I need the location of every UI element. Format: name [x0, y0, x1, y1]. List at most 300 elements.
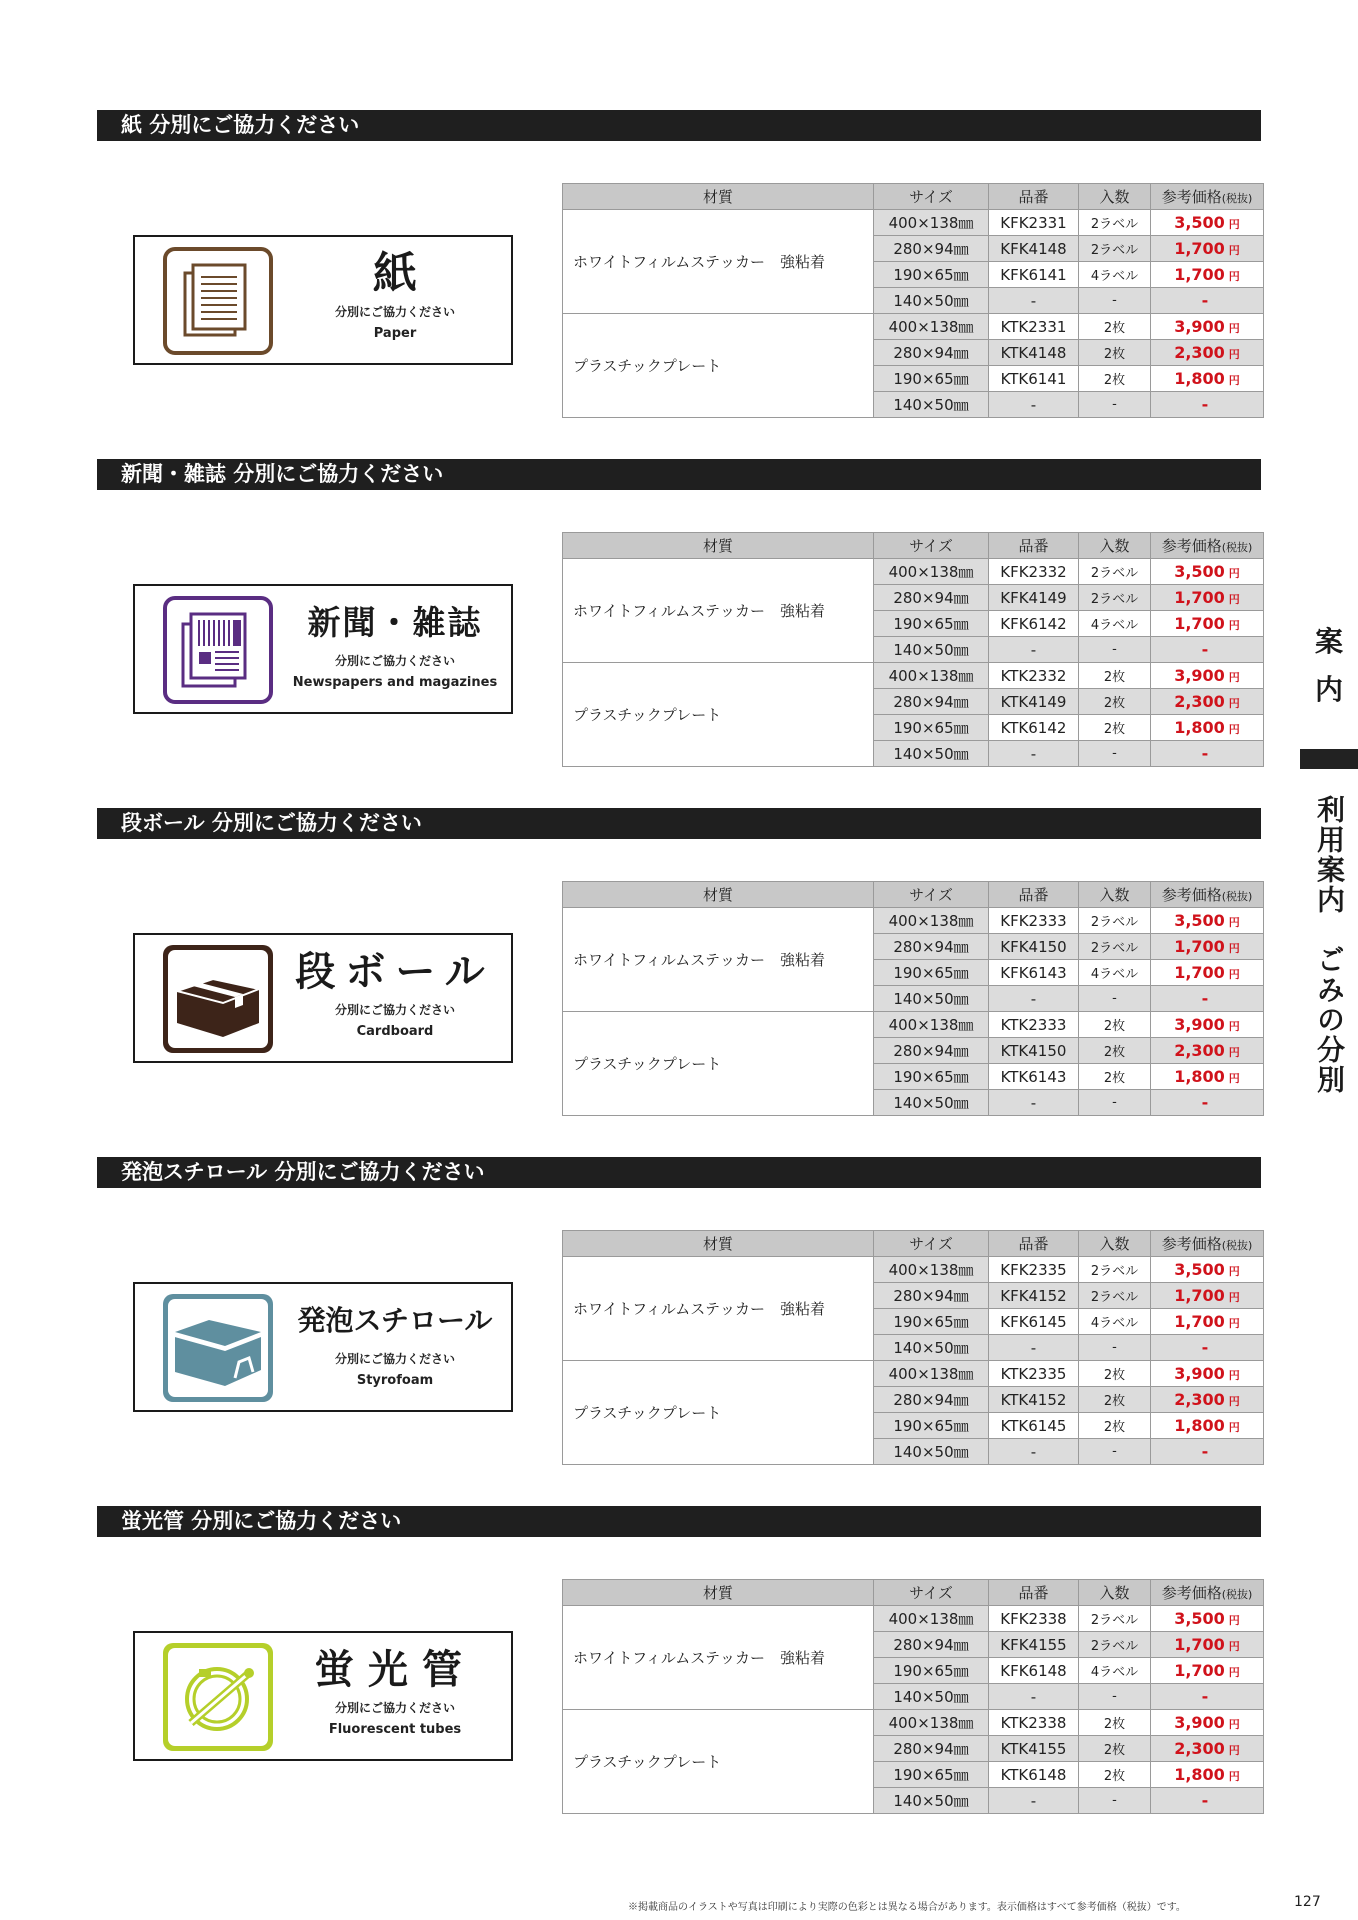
qty-cell: 2ラベル [1079, 1257, 1151, 1283]
size-cell: 400×138㎜ [874, 1361, 989, 1387]
sign-text [285, 596, 505, 692]
price-value: 3,900 [1174, 1713, 1225, 1732]
header-size: サイズ [874, 1231, 989, 1257]
size-cell: 190×65㎜ [874, 1413, 989, 1439]
sign-preview [133, 1631, 513, 1761]
code-cell: KFK6141 [989, 262, 1079, 288]
size-cell: 140×50㎜ [874, 392, 989, 418]
code-cell: - [989, 1788, 1079, 1814]
yen-unit: 円 [1228, 968, 1240, 981]
size-cell: 140×50㎜ [874, 1335, 989, 1361]
code-cell: KFK4148 [989, 236, 1079, 262]
code-cell: KFK4155 [989, 1632, 1079, 1658]
qty-cell: 2枚 [1079, 1064, 1151, 1090]
qty-cell: 2ラベル [1079, 908, 1151, 934]
yen-unit: 円 [1228, 218, 1240, 231]
size-cell: 140×50㎜ [874, 1684, 989, 1710]
size-cell: 400×138㎜ [874, 1012, 989, 1038]
price-value: 1,800 [1174, 1765, 1225, 1784]
yen-unit: 円 [1228, 1046, 1240, 1059]
yen-unit: 円 [1228, 1744, 1240, 1757]
sign-subtitle: 分別にご協力ください [334, 1003, 455, 1017]
qty-cell: 2枚 [1079, 1710, 1151, 1736]
size-cell: 400×138㎜ [874, 908, 989, 934]
price-cell [1151, 210, 1264, 236]
price-value: 3,500 [1174, 1609, 1225, 1628]
code-cell: KFK2333 [989, 908, 1079, 934]
sign-subtitle: 分別にご協力ください [334, 1701, 455, 1715]
header-price [1151, 882, 1264, 908]
code-cell: KFK6143 [989, 960, 1079, 986]
qty-cell: 4ラベル [1079, 960, 1151, 986]
price-cell [1151, 908, 1264, 934]
yen-unit: 円 [1228, 270, 1240, 283]
yen-unit: 円 [1228, 593, 1240, 606]
yen-unit: 円 [1228, 619, 1240, 632]
size-cell: 140×50㎜ [874, 741, 989, 767]
section-title-bar: 発泡スチロール 分別にご協力ください [97, 1157, 1261, 1188]
qty-cell: 2枚 [1079, 1361, 1151, 1387]
header-material: 材質 [563, 533, 874, 559]
price-cell [1151, 340, 1264, 366]
sign-english: Styrofoam [356, 1373, 434, 1388]
product-section [97, 1506, 1261, 1826]
header-material: 材質 [563, 882, 874, 908]
size-cell: 190×65㎜ [874, 611, 989, 637]
size-cell: 190×65㎜ [874, 1064, 989, 1090]
code-cell: KTK2335 [989, 1361, 1079, 1387]
qty-cell: 2枚 [1079, 1038, 1151, 1064]
sign-text [285, 1643, 505, 1739]
qty-cell: 2ラベル [1079, 559, 1151, 585]
yen-unit: 円 [1228, 1640, 1240, 1653]
yen-unit: 円 [1228, 916, 1240, 929]
size-cell: 140×50㎜ [874, 637, 989, 663]
price-value: - [1201, 744, 1209, 763]
code-cell: - [989, 1439, 1079, 1465]
price-cell [1151, 1762, 1264, 1788]
table-row [563, 1257, 1264, 1283]
header-qty: 入数 [1079, 882, 1151, 908]
header-price-tax: (税抜) [1221, 192, 1253, 205]
side-vertical-title: 利用案内 ごみの分別 [1313, 795, 1346, 1095]
material-cell: プラスチックプレート [563, 1710, 874, 1814]
price-cell [1151, 1788, 1264, 1814]
material-cell: ホワイトフィルムステッカー 強粘着 [563, 1606, 874, 1710]
code-cell: KTK6142 [989, 715, 1079, 741]
code-cell: KFK2335 [989, 1257, 1079, 1283]
price-value: - [1201, 640, 1209, 659]
code-cell: KTK4148 [989, 340, 1079, 366]
sign-english: Fluorescent tubes [328, 1722, 462, 1737]
header-qty: 入数 [1079, 1231, 1151, 1257]
qty-cell: 2枚 [1079, 689, 1151, 715]
code-cell: - [989, 392, 1079, 418]
qty-cell: 2枚 [1079, 663, 1151, 689]
material-cell: ホワイトフィルムステッカー 強粘着 [563, 908, 874, 1012]
code-cell: KTK6143 [989, 1064, 1079, 1090]
styrofoam-box-icon [163, 1294, 273, 1402]
sign-title: 蛍光管 [314, 1647, 476, 1693]
code-cell: KTK6141 [989, 366, 1079, 392]
price-cell [1151, 1012, 1264, 1038]
price-value: 3,900 [1174, 666, 1225, 685]
price-cell [1151, 663, 1264, 689]
price-cell [1151, 741, 1264, 767]
section-title-bar: 段ボール 分別にご協力ください [97, 808, 1261, 839]
price-value: - [1201, 1687, 1209, 1706]
qty-cell: 2枚 [1079, 366, 1151, 392]
header-qty: 入数 [1079, 184, 1151, 210]
yen-unit: 円 [1228, 1072, 1240, 1085]
code-cell: - [989, 741, 1079, 767]
table-row [563, 663, 1264, 689]
code-cell: KFK2338 [989, 1606, 1079, 1632]
size-cell: 140×50㎜ [874, 1788, 989, 1814]
code-cell: KTK2331 [989, 314, 1079, 340]
yen-unit: 円 [1228, 1369, 1240, 1382]
header-material: 材質 [563, 184, 874, 210]
qty-cell: - [1079, 288, 1151, 314]
product-section [97, 459, 1261, 779]
price-cell [1151, 1257, 1264, 1283]
material-cell: プラスチックプレート [563, 663, 874, 767]
paper-documents-icon [163, 247, 273, 355]
size-cell: 190×65㎜ [874, 1309, 989, 1335]
qty-cell: - [1079, 637, 1151, 663]
code-cell: KTK4155 [989, 1736, 1079, 1762]
price-value: 1,700 [1174, 963, 1225, 982]
cardboard-box-icon [163, 945, 273, 1053]
material-cell: ホワイトフィルムステッカー 強粘着 [563, 1257, 874, 1361]
section-title-bar: 新聞・雑誌 分別にご協力ください [97, 459, 1261, 490]
sign-preview [133, 1282, 513, 1412]
sign-title: 紙 [373, 248, 417, 299]
sign-text [285, 247, 505, 343]
sign-preview [133, 584, 513, 714]
price-cell [1151, 1309, 1264, 1335]
code-cell: - [989, 637, 1079, 663]
yen-unit: 円 [1228, 1421, 1240, 1434]
header-size: サイズ [874, 1580, 989, 1606]
code-cell: KTK4149 [989, 689, 1079, 715]
table-header-row [563, 533, 1264, 559]
price-value: - [1201, 1338, 1209, 1357]
qty-cell: 4ラベル [1079, 611, 1151, 637]
code-cell: - [989, 1335, 1079, 1361]
price-value: 1,800 [1174, 718, 1225, 737]
code-cell: - [989, 1684, 1079, 1710]
sign-english: Cardboard [356, 1024, 434, 1039]
code-cell: KFK2332 [989, 559, 1079, 585]
header-price [1151, 184, 1264, 210]
product-section [97, 808, 1261, 1128]
price-cell [1151, 366, 1264, 392]
yen-unit: 円 [1228, 1265, 1240, 1278]
header-price-tax: (税抜) [1221, 890, 1253, 903]
qty-cell: 4ラベル [1079, 262, 1151, 288]
size-cell: 400×138㎜ [874, 314, 989, 340]
side-tab [1300, 620, 1358, 716]
price-value: - [1201, 395, 1209, 414]
qty-cell: 2枚 [1079, 1387, 1151, 1413]
price-cell [1151, 1361, 1264, 1387]
table-header-row [563, 882, 1264, 908]
price-value: - [1201, 291, 1209, 310]
price-cell [1151, 1710, 1264, 1736]
size-cell: 280×94㎜ [874, 340, 989, 366]
header-code: 品番 [989, 533, 1079, 559]
sign-title: 段ボール [295, 949, 495, 995]
yen-unit: 円 [1228, 374, 1240, 387]
code-cell: KTK6145 [989, 1413, 1079, 1439]
side-tab-char-1: 案 [1314, 625, 1343, 658]
yen-unit: 円 [1228, 671, 1240, 684]
size-cell: 190×65㎜ [874, 1658, 989, 1684]
price-cell [1151, 1064, 1264, 1090]
qty-cell: 2枚 [1079, 340, 1151, 366]
spec-table [562, 881, 1264, 1116]
price-cell [1151, 1606, 1264, 1632]
size-cell: 400×138㎜ [874, 210, 989, 236]
fluorescent-tube-icon [163, 1643, 273, 1751]
newspaper-icon [163, 596, 273, 704]
code-cell: KFK6142 [989, 611, 1079, 637]
size-cell: 400×138㎜ [874, 559, 989, 585]
price-value: 1,700 [1174, 937, 1225, 956]
qty-cell: 2枚 [1079, 314, 1151, 340]
header-code: 品番 [989, 184, 1079, 210]
price-value: 1,800 [1174, 1067, 1225, 1086]
code-cell: KFK4152 [989, 1283, 1079, 1309]
header-code: 品番 [989, 1231, 1079, 1257]
size-cell: 400×138㎜ [874, 1710, 989, 1736]
material-cell: プラスチックプレート [563, 1361, 874, 1465]
code-cell: - [989, 1090, 1079, 1116]
yen-unit: 円 [1228, 1020, 1240, 1033]
size-cell: 190×65㎜ [874, 960, 989, 986]
size-cell: 280×94㎜ [874, 1632, 989, 1658]
price-value: - [1201, 1791, 1209, 1810]
qty-cell: 2枚 [1079, 1736, 1151, 1762]
table-row [563, 314, 1264, 340]
price-value: 3,500 [1174, 213, 1225, 232]
price-cell [1151, 986, 1264, 1012]
sign-title: 新聞・雑誌 [307, 603, 483, 642]
price-cell [1151, 314, 1264, 340]
qty-cell: - [1079, 1684, 1151, 1710]
code-cell: KTK6148 [989, 1762, 1079, 1788]
sign-subtitle: 分別にご協力ください [334, 305, 455, 319]
price-cell [1151, 1736, 1264, 1762]
price-cell [1151, 637, 1264, 663]
table-header-row [563, 1580, 1264, 1606]
table-row [563, 1710, 1264, 1736]
size-cell: 280×94㎜ [874, 1283, 989, 1309]
size-cell: 280×94㎜ [874, 1387, 989, 1413]
qty-cell: 2枚 [1079, 1012, 1151, 1038]
size-cell: 280×94㎜ [874, 1038, 989, 1064]
qty-cell: 4ラベル [1079, 1309, 1151, 1335]
qty-cell: 4ラベル [1079, 1658, 1151, 1684]
price-cell [1151, 960, 1264, 986]
spec-table [562, 1579, 1264, 1814]
sign-preview [133, 933, 513, 1063]
header-material: 材質 [563, 1580, 874, 1606]
table-row [563, 559, 1264, 585]
size-cell: 280×94㎜ [874, 689, 989, 715]
price-value: 1,700 [1174, 588, 1225, 607]
size-cell: 190×65㎜ [874, 262, 989, 288]
price-value: 2,300 [1174, 692, 1225, 711]
spec-table [562, 183, 1264, 418]
code-cell: - [989, 288, 1079, 314]
price-value: 1,700 [1174, 1661, 1225, 1680]
price-value: 3,900 [1174, 1364, 1225, 1383]
qty-cell: - [1079, 1788, 1151, 1814]
qty-cell: - [1079, 986, 1151, 1012]
code-cell: KFK2331 [989, 210, 1079, 236]
price-value: 2,300 [1174, 1041, 1225, 1060]
spec-table [562, 532, 1264, 767]
size-cell: 140×50㎜ [874, 1439, 989, 1465]
qty-cell: 2枚 [1079, 1762, 1151, 1788]
sign-subtitle: 分別にご協力ください [334, 654, 455, 668]
header-material: 材質 [563, 1231, 874, 1257]
header-size: サイズ [874, 882, 989, 908]
material-cell: ホワイトフィルムステッカー 強粘着 [563, 559, 874, 663]
price-value: 2,300 [1174, 1390, 1225, 1409]
price-value: 1,700 [1174, 1286, 1225, 1305]
code-cell: KTK2333 [989, 1012, 1079, 1038]
sign-english: Paper [373, 326, 417, 341]
price-value: 1,700 [1174, 265, 1225, 284]
product-section [97, 110, 1261, 430]
material-cell: ホワイトフィルムステッカー 強粘着 [563, 210, 874, 314]
price-cell [1151, 689, 1264, 715]
code-cell: KTK2332 [989, 663, 1079, 689]
page-number: 127 [1294, 1894, 1321, 1910]
yen-unit: 円 [1228, 322, 1240, 335]
header-size: サイズ [874, 184, 989, 210]
yen-unit: 円 [1228, 1291, 1240, 1304]
price-value: 3,500 [1174, 911, 1225, 930]
header-qty: 入数 [1079, 533, 1151, 559]
price-cell [1151, 1038, 1264, 1064]
table-row [563, 1361, 1264, 1387]
sign-english: Newspapers and magazines [292, 675, 498, 690]
table-row [563, 1606, 1264, 1632]
price-cell [1151, 1335, 1264, 1361]
header-code: 品番 [989, 1580, 1079, 1606]
section-title-bar: 紙 分別にご協力ください [97, 110, 1261, 141]
header-price-label: 参考価格 [1161, 537, 1222, 555]
size-cell: 190×65㎜ [874, 366, 989, 392]
size-cell: 280×94㎜ [874, 236, 989, 262]
price-cell [1151, 559, 1264, 585]
material-cell: プラスチックプレート [563, 1012, 874, 1116]
price-value: 3,900 [1174, 1015, 1225, 1034]
yen-unit: 円 [1228, 942, 1240, 955]
header-price-label: 参考価格 [1161, 886, 1222, 904]
price-value: 2,300 [1174, 1739, 1225, 1758]
price-cell [1151, 1439, 1264, 1465]
price-value: 1,700 [1174, 1312, 1225, 1331]
price-cell [1151, 611, 1264, 637]
size-cell: 140×50㎜ [874, 1090, 989, 1116]
price-cell [1151, 934, 1264, 960]
yen-unit: 円 [1228, 1614, 1240, 1627]
header-price-label: 参考価格 [1161, 1235, 1222, 1253]
side-tab-char-2: 内 [1314, 673, 1343, 706]
price-cell [1151, 236, 1264, 262]
table-row [563, 1012, 1264, 1038]
price-cell [1151, 1283, 1264, 1309]
qty-cell: - [1079, 1090, 1151, 1116]
qty-cell: 2枚 [1079, 1413, 1151, 1439]
table-row [563, 210, 1264, 236]
yen-unit: 円 [1228, 723, 1240, 736]
price-cell [1151, 1658, 1264, 1684]
size-cell: 190×65㎜ [874, 715, 989, 741]
price-value: 1,700 [1174, 1635, 1225, 1654]
qty-cell: 2ラベル [1079, 1283, 1151, 1309]
size-cell: 140×50㎜ [874, 288, 989, 314]
qty-cell: 2枚 [1079, 715, 1151, 741]
sign-text [285, 1294, 505, 1390]
price-cell [1151, 715, 1264, 741]
code-cell: - [989, 986, 1079, 1012]
price-value: 2,300 [1174, 343, 1225, 362]
size-cell: 400×138㎜ [874, 663, 989, 689]
yen-unit: 円 [1228, 244, 1240, 257]
header-price-label: 参考価格 [1161, 1584, 1222, 1602]
size-cell: 280×94㎜ [874, 585, 989, 611]
header-qty: 入数 [1079, 1580, 1151, 1606]
price-cell [1151, 392, 1264, 418]
header-price-tax: (税抜) [1221, 1239, 1253, 1252]
price-value: 1,700 [1174, 614, 1225, 633]
code-cell: KTK2338 [989, 1710, 1079, 1736]
code-cell: KFK6145 [989, 1309, 1079, 1335]
header-price [1151, 1580, 1264, 1606]
qty-cell: - [1079, 1439, 1151, 1465]
section-title-bar: 蛍光管 分別にご協力ください [97, 1506, 1261, 1537]
qty-cell: 2ラベル [1079, 1606, 1151, 1632]
yen-unit: 円 [1228, 1317, 1240, 1330]
price-value: 3,500 [1174, 562, 1225, 581]
header-price-tax: (税抜) [1221, 541, 1253, 554]
qty-cell: 2ラベル [1079, 1632, 1151, 1658]
material-cell: プラスチックプレート [563, 314, 874, 418]
qty-cell: - [1079, 1335, 1151, 1361]
qty-cell: 2ラベル [1079, 236, 1151, 262]
yen-unit: 円 [1228, 1666, 1240, 1679]
size-cell: 280×94㎜ [874, 1736, 989, 1762]
code-cell: KTK4152 [989, 1387, 1079, 1413]
footnote: ※掲載商品のイラストや写真は印刷により実際の色彩とは異なる場合があります。表示価格はすべて参考価格（税抜）です。 [628, 1902, 1186, 1913]
price-cell [1151, 1090, 1264, 1116]
qty-cell: - [1079, 741, 1151, 767]
size-cell: 400×138㎜ [874, 1257, 989, 1283]
size-cell: 280×94㎜ [874, 934, 989, 960]
yen-unit: 円 [1228, 697, 1240, 710]
qty-cell: 2ラベル [1079, 585, 1151, 611]
header-price-tax: (税抜) [1221, 1588, 1253, 1601]
code-cell: KFK6148 [989, 1658, 1079, 1684]
price-value: 1,800 [1174, 1416, 1225, 1435]
size-cell: 400×138㎜ [874, 1606, 989, 1632]
